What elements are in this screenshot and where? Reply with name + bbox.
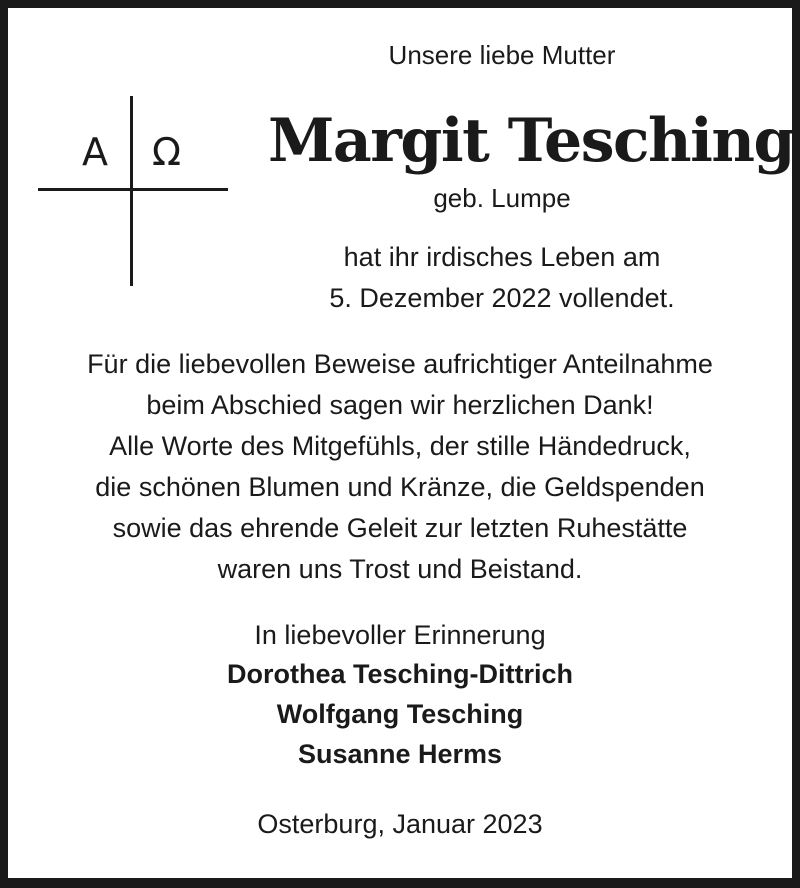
alpha-omega-cross-icon xyxy=(38,96,228,286)
message-line: die schönen Blumen und Kränze, die Geldspenden xyxy=(95,472,705,502)
message-line: Alle Worte des Mitgefühls, der stille Händedruck, xyxy=(109,431,691,461)
omega-letter: Ω xyxy=(152,130,182,174)
maiden-name: geb. Lumpe xyxy=(433,183,571,213)
intro-text: Unsere liebe Mutter xyxy=(388,40,616,70)
message-line: sowie das ehrende Geleit zur letzten Ruhestätte xyxy=(112,513,688,543)
death-line-2: 5. Dezember 2022 vollendet. xyxy=(329,283,675,313)
signatory-name: Wolfgang Tesching xyxy=(276,699,524,729)
cross-horizontal-line xyxy=(38,188,228,191)
death-line-1: hat ihr irdisches Leben am xyxy=(343,242,661,272)
signature-intro: In liebevoller Erinnerung xyxy=(254,620,546,650)
signatory-name: Dorothea Tesching-Dittrich xyxy=(226,659,574,689)
signatory-name: Susanne Herms xyxy=(297,739,503,769)
place-date: Osterburg, Januar 2023 xyxy=(257,809,543,839)
alpha-letter: A xyxy=(82,130,108,174)
message-line: Für die liebevollen Beweise aufrichtiger Anteilnahme xyxy=(87,349,713,379)
cross-vertical-line xyxy=(130,96,133,286)
message-line: beim Abschied sagen wir herzlichen Dank! xyxy=(146,390,654,420)
message-line: waren uns Trost und Beistand. xyxy=(217,554,583,584)
deceased-name: Margit Tesching xyxy=(268,106,794,176)
